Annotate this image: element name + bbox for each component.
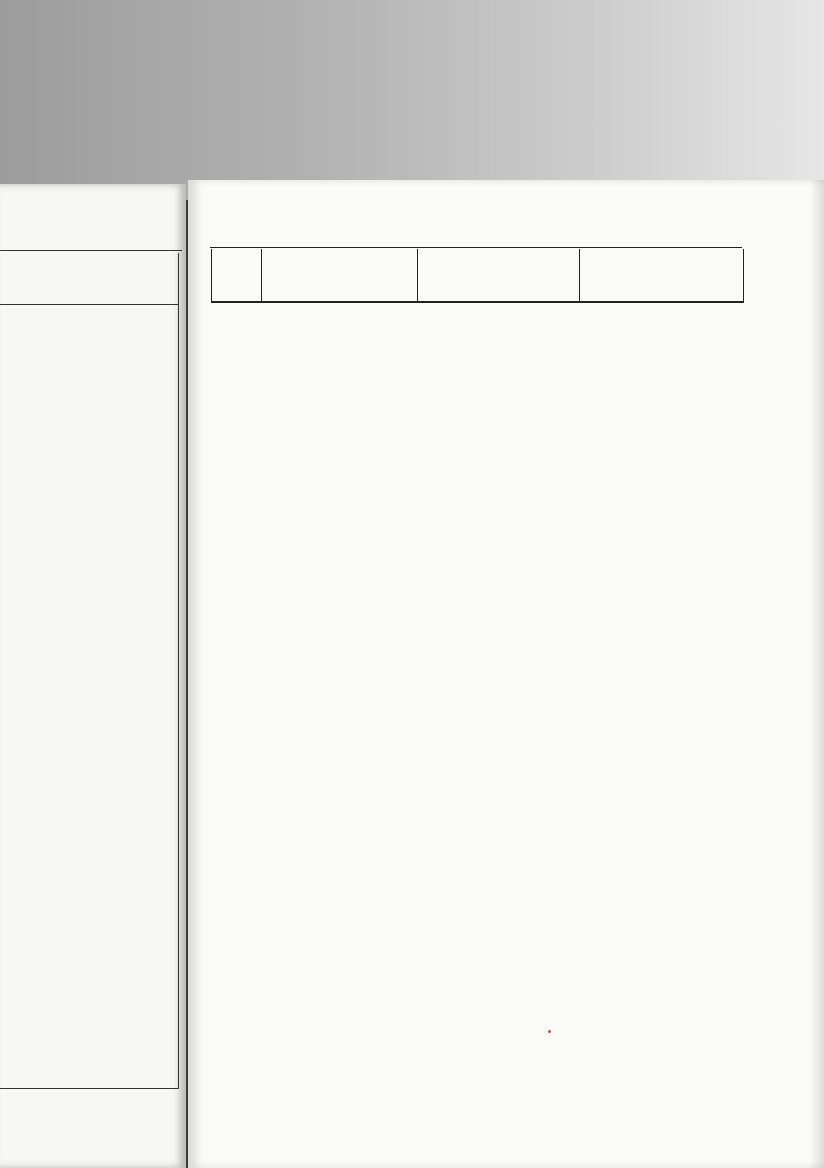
title-rule — [210, 247, 742, 248]
left-table-header — [0, 253, 178, 305]
ink-speck — [548, 1030, 551, 1033]
left-page-rule — [0, 250, 182, 251]
table-header-row — [212, 249, 743, 302]
header-scheme — [262, 249, 418, 301]
header-case — [212, 249, 262, 301]
background-top — [0, 0, 824, 200]
header-rotation — [580, 249, 743, 301]
right-page — [188, 180, 824, 1168]
header-deflection — [418, 249, 580, 301]
deformation-table — [211, 249, 744, 303]
left-table-frame — [0, 253, 179, 1089]
